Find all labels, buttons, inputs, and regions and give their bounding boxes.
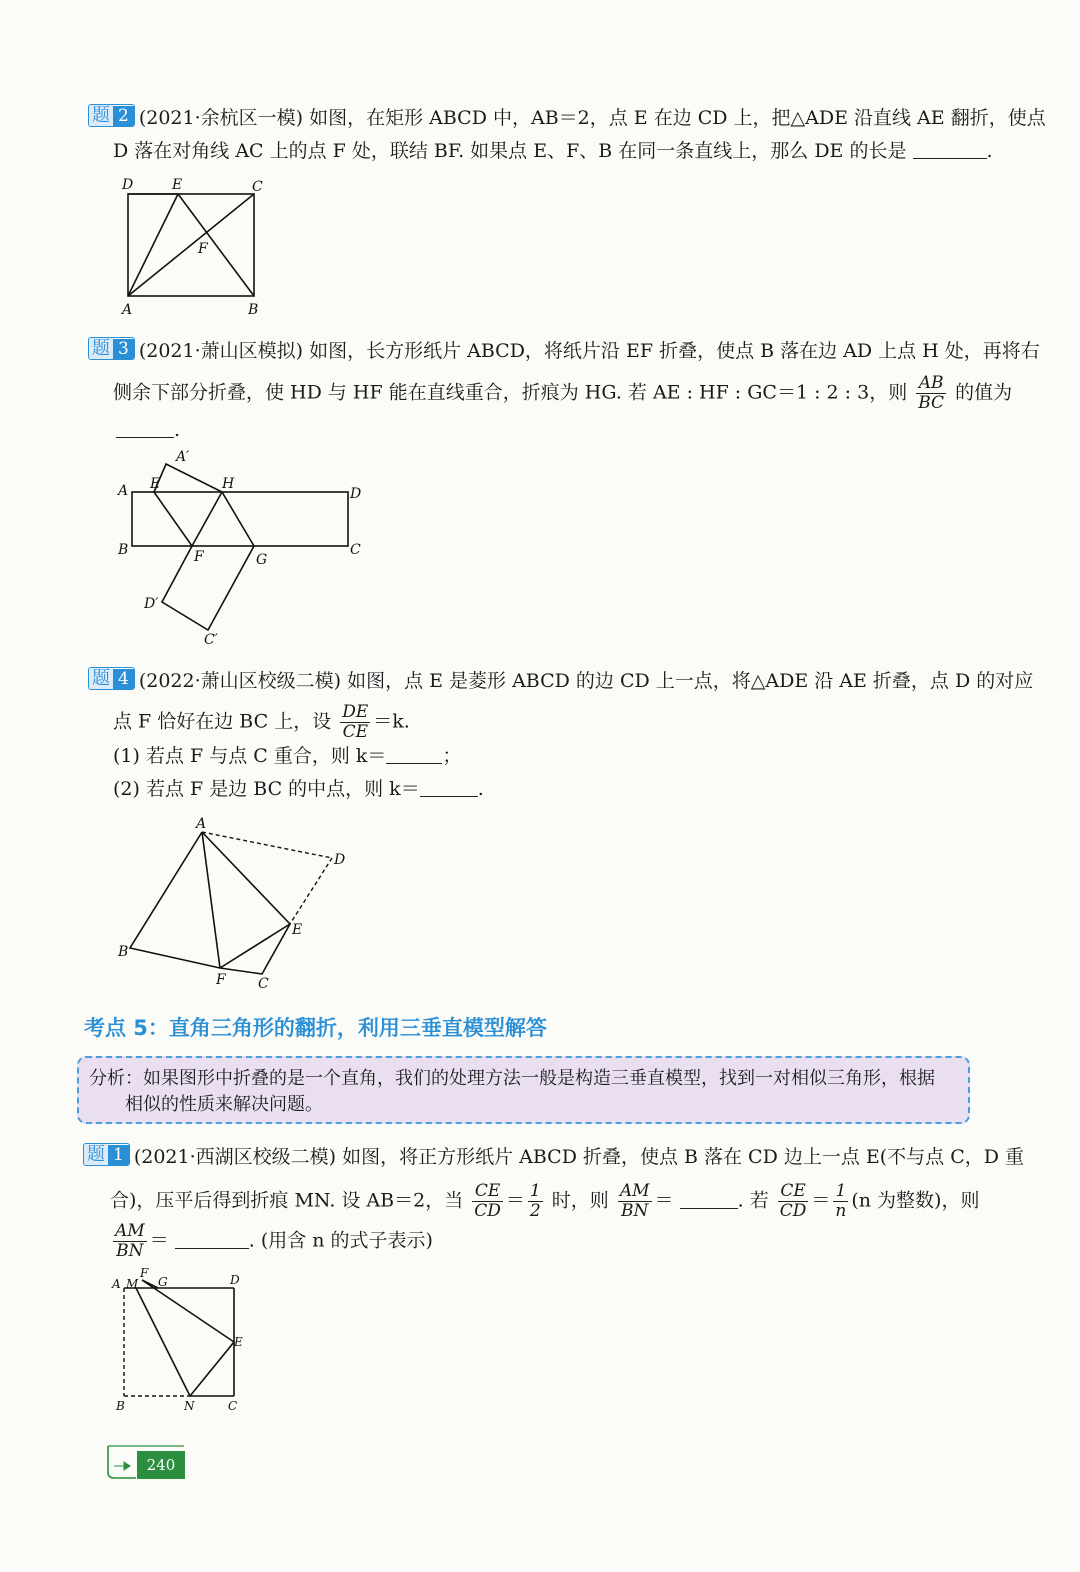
q3-label-h: H [222, 476, 235, 492]
q3-label-f: F [194, 549, 204, 565]
q2-label-d: D [122, 177, 134, 193]
q4-label-d: D [334, 852, 346, 868]
q4-dashed-ad [202, 832, 332, 858]
q1-figure [108, 1264, 258, 1416]
q3-crease-hg [222, 492, 254, 546]
q1-label-d: D [230, 1273, 240, 1287]
q3-fold-flap [162, 546, 254, 630]
q4-line1: 题 4 (2022·萧山区校级二模) 如图，点 E 是菱形 ABCD 的边 CD 上一点，将△ADE 沿 AE 折叠，点 D 的对应 [88, 667, 1033, 693]
q2-line-ae [128, 194, 178, 296]
q3-line1: 题 3 (2021·萧山区模拟) 如图，长方形纸片 ABCD，将纸片沿 EF 折叠，使点 B 落在边 AD 上点 H 处，再将右 [88, 337, 1040, 363]
q1-label-m: M [126, 1277, 139, 1291]
q1-label-g: G [158, 1275, 168, 1289]
q3-label-a-prime: A′ [176, 449, 190, 465]
q4-sub2-blank[interactable] [420, 778, 478, 797]
q2-label-b: B [248, 302, 259, 318]
q3-label-c-prime: C′ [204, 632, 218, 648]
q4-sub1-blank[interactable] [386, 745, 442, 764]
q4-line-fe [220, 924, 290, 968]
q1-line2: 合)，压平后得到折痕 MN. 设 AB＝2，当 $\frac{CE}{CD}$ ＝ $\frac{1}{2}$ 时，则 $\frac{AM}{BN}$ ＝ . 若 $\frac{CE}{CD}$ ＝ $\frac{1}{n}$ (n 为整数)，则 [110, 1181, 980, 1221]
q2-label-a: A [122, 302, 133, 318]
q1-fraction-one-over-n: $\frac{1}{n}$ [835, 1181, 847, 1221]
q3-line2: 侧余下部分折叠，使 HD 与 HF 能在直线重合，折痕为 HG. 若 AE : HF : GC＝1 : 2 : 3，则 $\frac{AB}{BC}$ 的值为 [113, 373, 1013, 413]
q1-answer-blank-2[interactable] [175, 1230, 249, 1249]
q1-tag: 题 1 [83, 1143, 130, 1166]
q1-label-n: N [184, 1399, 195, 1413]
q4-rhombus-solid [130, 832, 290, 974]
q4-label-c: C [258, 976, 269, 992]
q3-figure [110, 446, 370, 651]
arrow-icon [114, 1462, 130, 1470]
q3-label-d: D [350, 486, 362, 502]
q1-fraction-half: $\frac{1}{2}$ [529, 1181, 541, 1221]
q3-fraction-ab-bc: $\frac{AB}{BC}$ [918, 373, 945, 413]
page-number: 240 [137, 1451, 185, 1479]
q2-label-c: C [252, 179, 263, 195]
q4-tag: 题 4 [88, 667, 135, 690]
q3-label-e: E [150, 476, 161, 492]
q1-label-f: F [140, 1266, 149, 1280]
q4-line-af [202, 832, 220, 968]
q3-label-d-prime: D′ [144, 596, 159, 612]
q3-rectangle [132, 492, 348, 546]
q4-figure [110, 812, 360, 992]
q1-crease-mn [136, 1288, 190, 1396]
q1-fraction-am-bn: $\frac{AM}{BN}$ [619, 1181, 650, 1221]
q1-label-c: C [228, 1399, 238, 1413]
section-title: 考点 5：直角三角形的翻折，利用三垂直模型解答 [84, 1016, 547, 1040]
q4-label-e: E [292, 922, 303, 938]
q4-sub1: (1) 若点 F 与点 C 重合，则 k＝ ； [113, 745, 462, 767]
q4-line2: 点 F 恰好在边 BC 上，设 $\frac{DE}{CE}$ ＝k. [113, 702, 410, 742]
q2-line2: D 落在对角线 AC 上的点 F 处，联结 BF. 如果点 E、F、B 在同一条直线上，那么 DE 的长是 . [113, 140, 993, 162]
q3-label-c: C [350, 542, 361, 558]
q2-figure [110, 172, 280, 322]
q1-label-a: A [112, 1277, 121, 1291]
q3-tag: 题 3 [88, 337, 135, 360]
q2-label-e: E [172, 177, 183, 193]
q2-answer-blank[interactable] [913, 140, 987, 159]
q4-dashed-de [290, 858, 332, 924]
q1-line1: 题 1 (2021·西湖区校级二模) 如图，将正方形纸片 ABCD 折叠，使点 B 落在 CD 边上一点 E(不与点 C，D 重 [83, 1143, 1024, 1169]
q1-line3: $\frac{AM}{BN}$ ＝ . (用含 n 的式子表示) [115, 1221, 433, 1261]
q4-fraction-de-ce: $\frac{DE}{CE}$ [342, 702, 369, 742]
q3-fold-ef [154, 464, 222, 546]
q3-line3: . [116, 418, 180, 442]
q2-line-eb [178, 194, 254, 296]
analysis-box: 分析：如果图形中折叠的是一个直角，我们的处理方法一般是构造三垂直模型，找到一对相似三角形，根据 相似的性质来解决问题。 [77, 1056, 970, 1124]
q2-tag: 题 2 [88, 104, 135, 127]
q1-answer-blank-1[interactable] [680, 1190, 738, 1209]
q1-label-e: E [234, 1335, 243, 1349]
q4-label-a: A [196, 816, 207, 832]
q3-answer-blank[interactable] [116, 419, 174, 438]
q4-sub2: (2) 若点 F 是边 BC 的中点，则 k＝ . [113, 778, 484, 800]
q1-folded-flap [142, 1280, 234, 1396]
q1-fraction-ce-cd: $\frac{CE}{CD}$ [474, 1181, 501, 1221]
q1-label-b: B [116, 1399, 125, 1413]
q4-label-f: F [216, 972, 226, 988]
q4-label-b: B [118, 944, 129, 960]
q3-label-g: G [256, 552, 268, 568]
q2-line1: 题 2 (2021·余杭区一模) 如图，在矩形 ABCD 中，AB＝2，点 E 在边 CD 上，把△ADE 沿直线 AE 翻折，使点 [88, 104, 1046, 130]
q1-fraction-am-bn-2: $\frac{AM}{BN}$ [115, 1221, 145, 1261]
q2-label-f: F [198, 241, 208, 257]
q3-label-b: B [118, 542, 129, 558]
q3-label-a: A [118, 483, 129, 499]
q1-fraction-ce-cd-2: $\frac{CE}{CD}$ [779, 1181, 807, 1221]
q2-diagonal-ac [128, 194, 254, 296]
